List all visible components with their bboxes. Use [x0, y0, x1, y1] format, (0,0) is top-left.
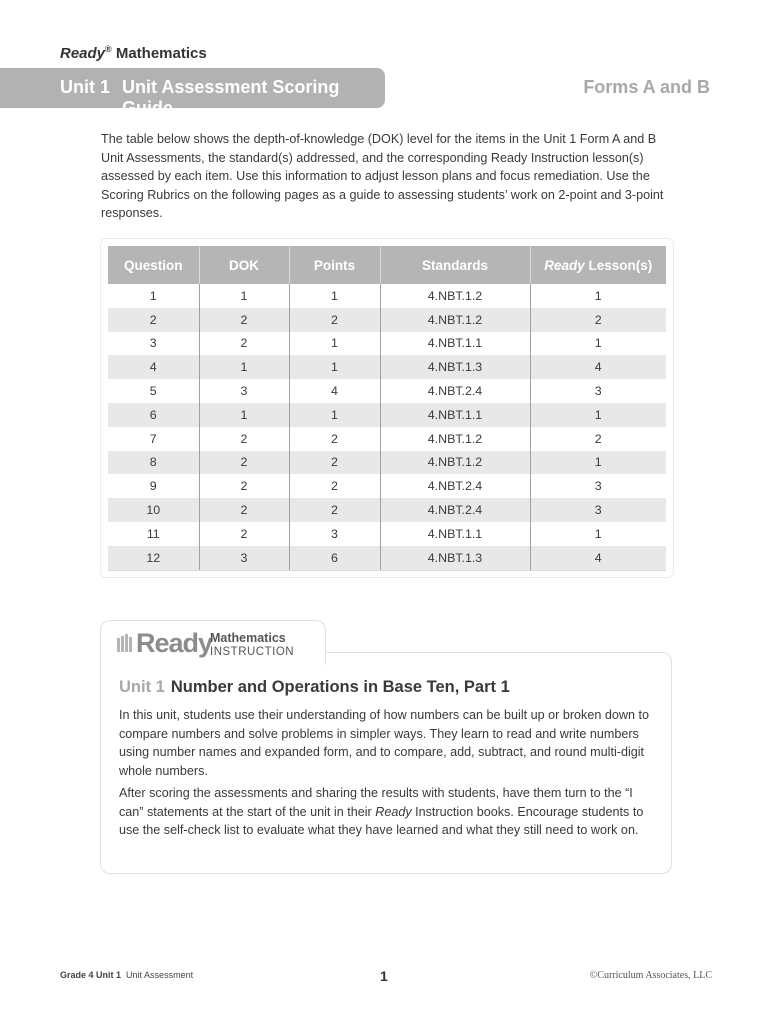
cell-points: 3 [289, 522, 380, 546]
cell-question: 9 [149, 479, 157, 494]
cell-points: 2 [289, 474, 380, 498]
cell-points: 2 [289, 451, 380, 475]
table-header-row [108, 246, 666, 284]
ready-logo-word: Ready [136, 628, 213, 658]
header-points: Points [289, 246, 380, 284]
cell-standards: 4.NBT.2.4 [380, 498, 530, 522]
page-number: 1 [380, 968, 388, 984]
cell-dok: 3 [199, 379, 289, 403]
unit-heading: Unit 1 Number and Operations in Base Ten, Part 1 [119, 678, 510, 696]
cell-standards: 4.NBT.2.4 [380, 474, 530, 498]
cell-lesson: 1 [530, 284, 666, 308]
cell-lesson: 2 [530, 427, 666, 451]
cell-lesson: 4 [530, 546, 666, 570]
cell-question: 10 [108, 498, 199, 522]
table-row [108, 308, 666, 332]
table-row [108, 522, 666, 546]
cell-dok: 2 [199, 522, 289, 546]
header-lessons: Ready Lesson(s) [530, 246, 666, 284]
cell-standards: 4.NBT.1.2 [380, 427, 530, 451]
logo-program: INSTRUCTION [210, 646, 295, 658]
title-bar [0, 68, 385, 118]
cell-dok: 1 [199, 403, 289, 427]
header-question: Question [108, 246, 199, 284]
cell-question: 3 [149, 336, 157, 351]
cell-lesson: 3 [530, 498, 666, 522]
page-title: Unit Assessment Scoring Guide [122, 77, 340, 118]
cell-points: 1 [289, 355, 380, 379]
cell-question: 12 [108, 546, 199, 570]
table-body [108, 284, 666, 570]
cell-lesson: 1 [530, 332, 666, 356]
cell-lesson: 1 [530, 522, 666, 546]
scoring-table-panel [100, 238, 674, 578]
cell-dok: 1 [199, 284, 289, 308]
table-row [108, 498, 666, 522]
cell-standards: 4.NBT.1.1 [380, 332, 530, 356]
cell-lesson: 3 [530, 379, 666, 403]
cell-lesson: 2 [530, 308, 666, 332]
cell-lesson: 1 [530, 403, 666, 427]
cell-standards: 4.NBT.1.3 [380, 355, 530, 379]
footer-left: Grade 4 Unit 1 Unit Assessment [60, 970, 194, 980]
ready-logo-icon [117, 634, 135, 654]
cell-points: 1 [289, 403, 380, 427]
cell-question: 11 [146, 526, 160, 541]
table-row [108, 355, 666, 379]
cell-standards: 4.NBT.1.2 [380, 451, 530, 475]
cell-points: 2 [289, 427, 380, 451]
scoring-table [108, 246, 666, 571]
table-row [108, 332, 666, 356]
cell-standards: 4.NBT.1.1 [380, 522, 530, 546]
copyright: ©Curriculum Associates, LLC [589, 970, 712, 981]
cell-dok: 2 [199, 474, 289, 498]
cell-question: 4 [108, 355, 199, 379]
cell-points: 1 [289, 284, 380, 308]
header-dok: DOK [199, 246, 289, 284]
cell-question: 2 [108, 308, 199, 332]
table-row [108, 379, 666, 403]
cell-points: 2 [289, 308, 380, 332]
logo-subject: Mathematics [210, 631, 286, 645]
cell-standards: 4.NBT.1.3 [380, 546, 530, 570]
cell-standards: 4.NBT.1.2 [380, 308, 530, 332]
cell-lesson: 3 [530, 474, 666, 498]
cell-dok: 2 [199, 332, 289, 356]
cell-dok: 2 [199, 498, 289, 522]
cell-question: 5 [149, 384, 157, 399]
cell-standards: 4.NBT.1.2 [380, 284, 530, 308]
table-row [108, 427, 666, 451]
cell-standards: 4.NBT.2.4 [380, 379, 530, 403]
cell-standards: 4.NBT.1.1 [380, 403, 530, 427]
cell-question: 6 [108, 403, 199, 427]
cell-dok: 1 [199, 355, 289, 379]
cell-dok: 2 [199, 451, 289, 475]
cell-lesson: 4 [530, 355, 666, 379]
cell-points: 2 [289, 498, 380, 522]
table-row [108, 403, 666, 427]
cell-question: 7 [149, 431, 157, 446]
cell-dok: 3 [199, 546, 289, 570]
cell-dok: 2 [199, 427, 289, 451]
cell-points: 4 [289, 379, 380, 403]
table-row [108, 546, 666, 570]
cell-question: 1 [149, 288, 157, 303]
table-row [108, 451, 666, 475]
cell-lesson: 1 [530, 451, 666, 475]
forms-label: Forms A and B [583, 77, 710, 97]
cell-points: 6 [289, 546, 380, 570]
cell-points: 1 [289, 332, 380, 356]
scoring-followup: After scoring the assessments and sharing the results with students, have them turn to the “I can” statements at the start of the unit in their Ready Instruction books. Encourage students to use the self-check list to evaluate what they have learned and what they still need to work on. [119, 786, 644, 837]
intro-paragraph: The table below shows the depth-of-knowledge (DOK) level for the items in the Unit 1 Form A and B Unit Assessments, the standard(s) addressed, and the corresponding Ready Instruction lesson(s) assessed by each item. Use this information to adjust lesson plans and focus remediation. Use the Scoring Rubrics on the following pages as a guide to assessing students’ work on 2-point and 3-point responses. [101, 132, 664, 220]
unit-label: Unit 1 [60, 77, 111, 97]
cell-question: 8 [108, 451, 199, 475]
cell-dok: 2 [199, 308, 289, 332]
header-standards: Standards [380, 246, 530, 284]
table-row [108, 474, 666, 498]
unit-description: In this unit, students use their understanding of how numbers can be built up or broken down to compare numbers and solve problems in simpler ways. They learn to read and write numbers using number names and expanded form, and to compare, add, subtract, and round multi-digit whole numbers. [119, 708, 649, 778]
series-title: Ready® Mathematics [60, 44, 207, 62]
table-row [108, 284, 666, 308]
